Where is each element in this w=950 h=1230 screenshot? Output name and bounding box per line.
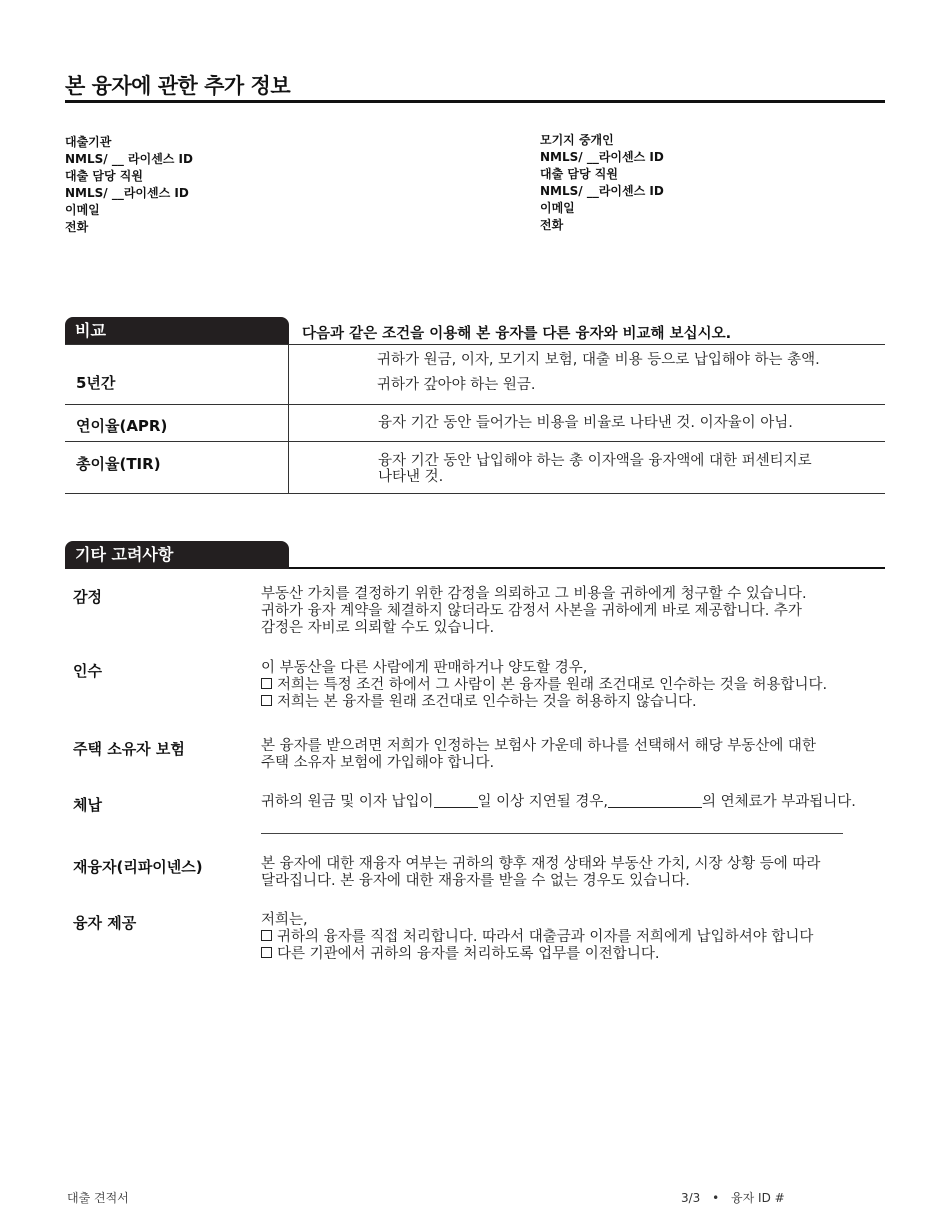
other-considerations-tab: 기타 고려사항 — [65, 541, 289, 569]
five-year-text-2: 귀하가 갚아야 하는 원금. — [377, 377, 536, 393]
lender-info-left — [65, 134, 193, 236]
comparisons-rule-2 — [65, 441, 885, 442]
tir-label: 총이율(TIR) — [76, 455, 161, 473]
comparisons-column-divider — [288, 345, 289, 493]
five-year-text-1: 귀하가 원금, 이자, 모기지 보험, 대출 비용 등으로 납입해야 하는 총액. — [377, 352, 820, 368]
servicing-intro: 저희는, — [261, 912, 308, 928]
refinance-line: 본 융자에 대한 재융자 여부는 귀하의 향후 재정 상태와 부동산 가치, 시장 상황 등에 따라 — [261, 856, 821, 872]
late-payment-label: 체납 — [73, 796, 102, 814]
email-label: 이메일 — [65, 203, 100, 217]
servicing-transfer-label: 다른 기관에서 귀하의 융자를 처리하도록 업무를 이전합니다. — [277, 946, 660, 962]
broker-officer-label: 대출 담당 직원 — [540, 167, 618, 181]
late-fee-blank[interactable] — [608, 794, 702, 808]
appraisal-text — [261, 586, 871, 637]
servicing-label: 융자 제공 — [73, 914, 137, 932]
comparisons-rule-bottom — [65, 493, 885, 494]
servicing-direct-checkbox[interactable] — [261, 930, 272, 941]
tir-text-2: 나타낸 것. — [378, 469, 444, 485]
loan-officer-label: 대출 담당 직원 — [65, 169, 143, 183]
assumption-disallow-label: 저희는 본 융자를 원래 조건대로 인수하는 것을 허용하지 않습니다. — [277, 694, 697, 710]
late-days-blank[interactable] — [434, 794, 478, 808]
refinance-text — [261, 856, 871, 890]
broker-officer-nmls-label: NMLS/ __라이센스 ID — [540, 184, 664, 198]
late-payment-part2: 일 이상 지연될 경우, — [477, 794, 609, 810]
page-title: 본 융자에 관한 추가 정보 — [65, 74, 291, 98]
five-year-label: 5년간 — [76, 374, 116, 392]
late-payment-part1: 귀하의 원금 및 이자 납입이 — [261, 794, 434, 810]
assumption-intro: 이 부동산을 다른 사람에게 판매하거나 양도할 경우, — [261, 660, 588, 676]
footer-page-number: 3/3 — [681, 1191, 701, 1205]
lender-nmls-label: NMLS/ __ 라이센스 ID — [65, 152, 193, 166]
assumption-label: 인수 — [73, 662, 102, 680]
servicing-transfer-checkbox[interactable] — [261, 947, 272, 958]
assumption-option-allow — [261, 677, 901, 694]
servicing-direct-label: 귀하의 융자를 직접 처리합니다. 따라서 대출금과 이자를 저희에게 납입하셔야 합니다 — [277, 929, 814, 945]
broker-info-right — [540, 132, 664, 234]
appraisal-line: 부동산 가치를 결정하기 위한 감정을 의뢰하고 그 비용을 귀하에게 청구할 수 있습니다. — [261, 586, 807, 602]
comparisons-rule-1 — [65, 404, 885, 405]
servicing-option-transfer — [261, 946, 871, 963]
assumption-disallow-checkbox[interactable] — [261, 695, 272, 706]
assumption-allow-checkbox[interactable] — [261, 678, 272, 689]
phone-label: 전화 — [65, 220, 89, 234]
other-considerations-rule — [289, 567, 885, 569]
apr-text: 융자 기간 동안 들어가는 비용을 비율로 나타낸 것. 이자율이 아님. — [378, 415, 793, 431]
broker-label: 모기지 중개인 — [540, 133, 614, 147]
refinance-label: 재융자(리파이넨스) — [73, 858, 203, 876]
late-payment-text — [261, 794, 881, 811]
appraisal-label: 감정 — [73, 588, 102, 606]
apr-label: 연이율(APR) — [76, 417, 168, 435]
insurance-line: 본 융자를 받으려면 저희가 인정하는 보험사 가운데 하나를 선택해서 해당 부동산에 대한 — [261, 738, 816, 754]
loan-officer-nmls-label: NMLS/ __라이센스 ID — [65, 186, 189, 200]
title-divider — [65, 100, 885, 103]
assumption-option-disallow — [261, 694, 901, 711]
footer-loan-id: 융자 ID # — [731, 1191, 785, 1205]
assumption-text — [261, 660, 901, 711]
late-payment-rule — [261, 833, 843, 834]
refinance-line: 달라집니다. 본 융자에 대한 재융자를 받을 수 없는 경우도 있습니다. — [261, 873, 690, 889]
broker-nmls-label: NMLS/ __라이센스 ID — [540, 150, 664, 164]
appraisal-line: 감정은 자비로 의뢰할 수도 있습니다. — [261, 620, 495, 636]
insurance-line: 주택 소유자 보험에 가입해야 합니다. — [261, 755, 495, 771]
insurance-label: 주택 소유자 보험 — [73, 740, 185, 758]
appraisal-line: 귀하가 융자 계약을 체결하지 않더라도 감정서 사본을 귀하에게 바로 제공합니다. 추가 — [261, 603, 802, 619]
servicing-option-direct — [261, 929, 871, 946]
broker-phone-label: 전화 — [540, 218, 564, 232]
assumption-allow-label: 저희는 특정 조건 하에서 그 사람이 본 융자를 원래 조건대로 인수하는 것을 허용합니다. — [277, 677, 828, 693]
comparisons-heading: 다음과 같은 조건을 이용해 본 융자를 다른 융자와 비교해 보십시오. — [302, 326, 732, 342]
broker-email-label: 이메일 — [540, 201, 575, 215]
lender-label: 대출기관 — [65, 135, 112, 149]
insurance-text — [261, 738, 871, 772]
footer-bullet: • — [712, 1191, 720, 1205]
comparisons-tab: 비교 — [65, 317, 289, 345]
tir-text-1: 융자 기간 동안 납입해야 하는 총 이자액을 융자액에 대한 퍼센티지로 — [378, 453, 812, 469]
late-payment-part3: 의 연체료가 부과됩니다. — [702, 794, 856, 810]
servicing-text — [261, 912, 871, 963]
footer-document-name: 대출 견적서 — [67, 1191, 129, 1205]
footer-page-info — [681, 1189, 785, 1206]
comparisons-rule-top — [65, 344, 885, 345]
